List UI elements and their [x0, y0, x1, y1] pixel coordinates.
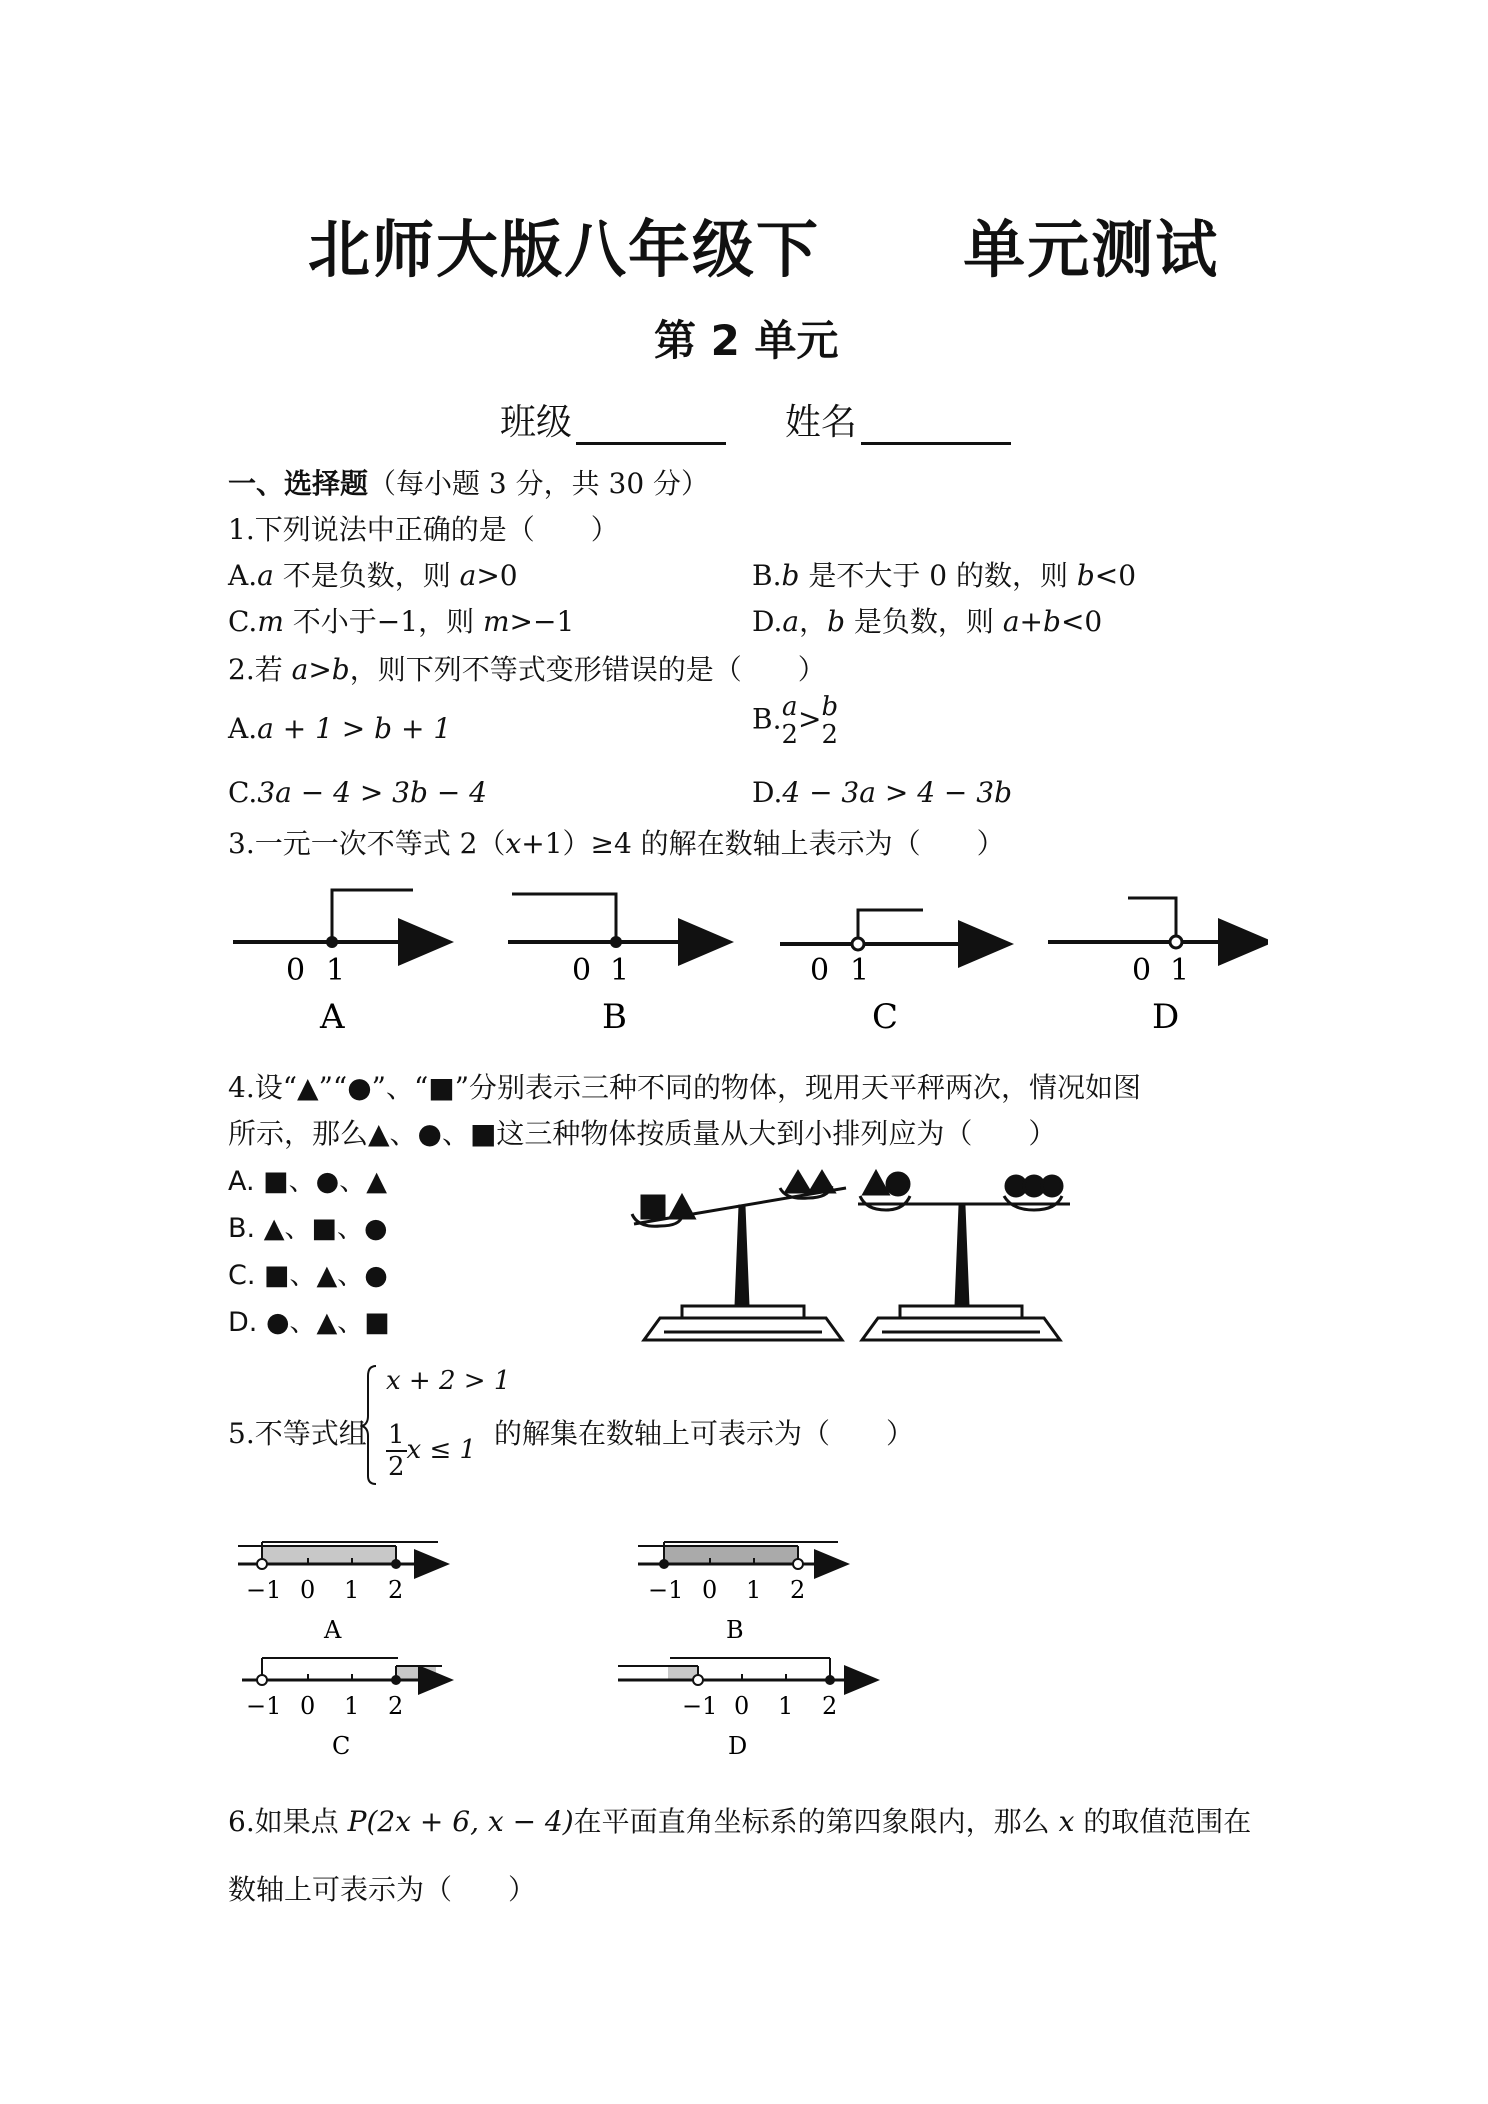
q3-d-tick-0: 0: [1132, 953, 1152, 988]
q3-stem: 3.一元一次不等式 2（x+1）≥4 的解在数轴上表示为（ ）: [228, 827, 1005, 860]
q5-inequality-1: x + 2 > 1: [386, 1366, 511, 1396]
q5-system-brace: [360, 1362, 380, 1492]
q2-option-c: C.3a − 4 > 3b − 4: [228, 776, 487, 809]
q4-option-c: C. ■、▲、●: [228, 1260, 388, 1291]
svg-text:−1: −1: [682, 1692, 718, 1720]
section-title: 一、选择题: [228, 467, 369, 500]
q3-option-d-diagram: [1048, 898, 1258, 1037]
q5-label-a: A: [324, 1616, 342, 1644]
svg-text:1: 1: [778, 1692, 794, 1720]
name-label: 姓名: [784, 402, 857, 443]
svg-text:2: 2: [388, 1576, 404, 1604]
svg-text:−1: −1: [648, 1576, 684, 1604]
q1-option-d: D.a，b 是负数，则 a+b<0: [752, 605, 1103, 638]
class-blank: [576, 408, 726, 445]
svg-text:2: 2: [790, 1576, 806, 1604]
class-name-line: [500, 394, 1011, 445]
unit-subtitle: 第 2 单元: [654, 316, 839, 365]
section-heading: [228, 462, 709, 502]
q1-option-c: C.m 不小于−1，则 m>−1: [228, 605, 575, 638]
title-left: 北师大版八年级下: [308, 213, 821, 286]
q4-option-a: A. ■、●、▲: [228, 1166, 387, 1197]
svg-text:1: 1: [344, 1692, 360, 1720]
q3-label-c: C: [872, 997, 899, 1037]
q6-stem-line2: 数轴上可表示为（ ）: [228, 1873, 537, 1906]
q2-option-a: A.a + 1 > b + 1: [228, 712, 452, 745]
q4-options: [228, 1158, 390, 1346]
svg-text:0: 0: [300, 1692, 316, 1720]
q2-option-d: D.4 − 3a > 4 − 3b: [752, 776, 1013, 809]
fraction-b-over-2: b 2: [821, 692, 839, 750]
q3-option-b-diagram: [508, 894, 718, 1037]
svg-text:0: 0: [734, 1692, 750, 1720]
section-note: （每小题 3 分，共 30 分）: [368, 467, 710, 500]
q4-stem-line2: 所示，那么▲、●、■这三种物体按质量从大到小排列应为（ ）: [228, 1117, 1057, 1150]
q5-stem-pre: 5.不等式组: [228, 1417, 367, 1450]
balance-scale-right: [858, 1172, 1070, 1340]
svg-text:2: 2: [388, 1692, 404, 1720]
q3-label-b: B: [602, 997, 627, 1037]
page-title: [308, 200, 1219, 289]
fraction-half: $\frac{1}{2}$: [388, 1420, 405, 1482]
q1-stem: 1.下列说法中正确的是（ ）: [228, 513, 619, 546]
q5-label-c: C: [332, 1732, 351, 1760]
title-right: 单元测试: [963, 213, 1220, 286]
q4-balance-scales: [620, 1160, 1080, 1350]
q3-label-a: A: [320, 997, 345, 1037]
q5-number-lines: [228, 1522, 888, 1762]
q3-option-c-diagram: [780, 910, 998, 1037]
fraction-a-over-2: a 2: [781, 692, 799, 750]
q5-option-a-diagram: [238, 1542, 438, 1644]
name-blank: [861, 408, 1011, 445]
svg-text:−1: −1: [246, 1576, 282, 1604]
q5-label-b: B: [726, 1616, 744, 1644]
svg-text:0: 0: [300, 1576, 316, 1604]
q3-d-tick-1: 1: [1170, 953, 1190, 988]
q1-option-a: A.a 不是负数，则 a>0: [228, 559, 518, 592]
q3-a-tick-1: 1: [326, 953, 346, 988]
left-brace-icon: [360, 1362, 380, 1488]
q4-option-d: D. ●、▲、■: [228, 1307, 390, 1338]
q2-option-b: B. a 2 > b 2: [752, 692, 839, 750]
svg-text:1: 1: [746, 1576, 762, 1604]
q5-stem-post: 的解集在数轴上可表示为（ ）: [494, 1417, 915, 1450]
q5-label-d: D: [728, 1732, 748, 1760]
q6-stem-line1: 6.如果点 P(2x + 6, x − 4)在平面直角坐标系的第四象限内，那么 x 的取值范围在: [228, 1805, 1252, 1838]
q5-option-c-diagram: [242, 1658, 442, 1760]
svg-text:1: 1: [344, 1576, 360, 1604]
q3-b-tick-0: 0: [572, 953, 592, 988]
q1-option-b: B.b 是不大于 0 的数，则 b<0: [752, 559, 1137, 592]
class-label: 班级: [500, 402, 573, 443]
q5-inequality-2: $\frac{1}{2}$ x ≤ 1: [388, 1420, 477, 1482]
q3-b-tick-1: 1: [610, 953, 630, 988]
balance-scale-left: [632, 1172, 846, 1340]
q5-option-b-diagram: [638, 1542, 838, 1644]
q2-stem: 2.若 a>b，则下列不等式变形错误的是（ ）: [228, 653, 826, 686]
q3-c-tick-0: 0: [810, 953, 830, 988]
q3-a-tick-0: 0: [286, 953, 306, 988]
q3-label-d: D: [1152, 997, 1180, 1037]
q3-number-lines: [228, 880, 1268, 1040]
q3-option-a-diagram: [233, 890, 438, 1037]
q4-option-b: B. ▲、■、●: [228, 1213, 388, 1244]
svg-text:0: 0: [702, 1576, 718, 1604]
q3-c-tick-1: 1: [850, 953, 870, 988]
q4-stem-line1: 4.设“▲”“●”、“■”分别表示三种不同的物体，现用天平秤两次，情况如图: [228, 1071, 1142, 1104]
q5-option-d-diagram: [618, 1658, 868, 1760]
svg-text:2: 2: [822, 1692, 838, 1720]
svg-text:−1: −1: [246, 1692, 282, 1720]
